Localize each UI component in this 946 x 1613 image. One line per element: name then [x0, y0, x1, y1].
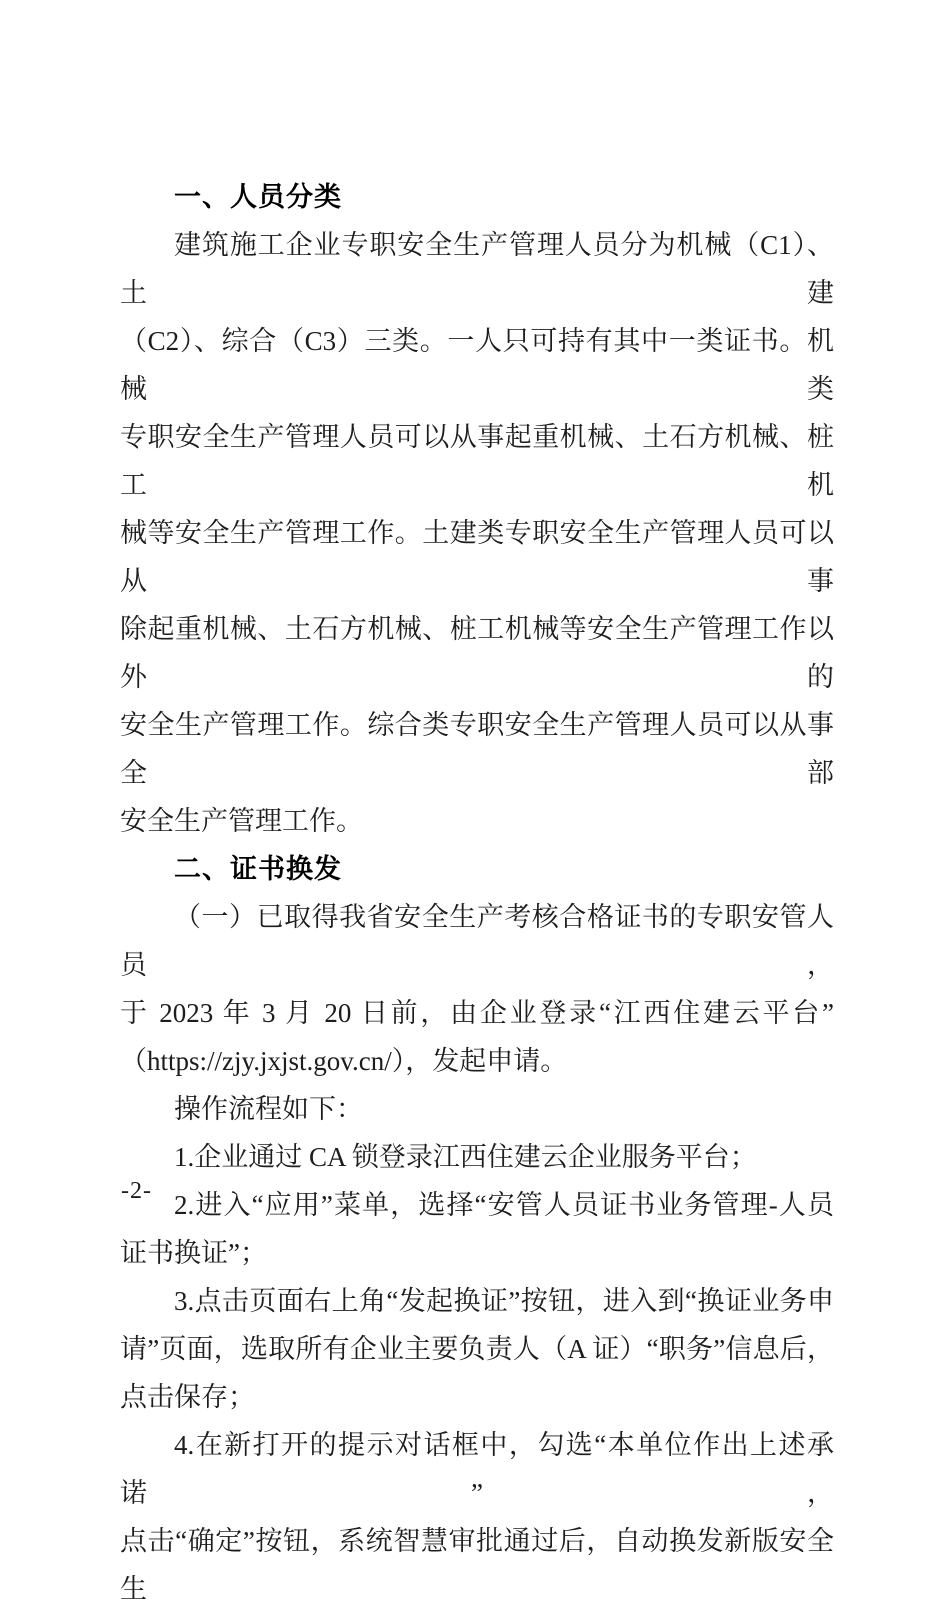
para1-line: 专职安全生产管理人员可以从事起重机械、土石方机械、桩工机 [120, 422, 834, 500]
step-3-line: 3.点击页面右上角“发起换证”按钮，进入到“换证业务申 [174, 1286, 834, 1316]
step-4-line: 点击“确定”按钮，系统智慧审批通过后，自动换发新版安全生 [120, 1526, 834, 1604]
procedure-intro-line: 操作流程如下： [174, 1094, 363, 1124]
para2-line-url: （https://zjy.jxjst.gov.cn/），发起申请。 [120, 1046, 568, 1076]
para1-line: （C2）、综合（C3）三类。一人只可持有其中一类证书。机械类 [120, 326, 834, 404]
step-3-line: 请”页面，选取所有企业主要负责人（A 证）“职务”信息后， [120, 1334, 834, 1364]
heading-personnel-classification: 一、人员分类 [174, 182, 342, 212]
para1-line: 械等安全生产管理工作。土建类专职安全生产管理人员可以从事 [120, 518, 834, 596]
step-2-line: 2.进入“应用”菜单，选择“安管人员证书业务管理-人员 [174, 1190, 834, 1220]
para1-line: 安全生产管理工作。综合类专职安全生产管理人员可以从事全部 [120, 710, 834, 788]
page-number: -2- [121, 1178, 152, 1204]
document-body [120, 173, 834, 1613]
para1-line: 除起重机械、土石方机械、桩工机械等安全生产管理工作以外的 [120, 614, 834, 692]
para1-line: 建筑施工企业专职安全生产管理人员分为机械（C1）、土建 [120, 230, 834, 308]
heading-certificate-renewal: 二、证书换发 [174, 854, 342, 884]
step-3-line: 点击保存； [120, 1382, 255, 1412]
step-4-line: 4.在新打开的提示对话框中，勾选“本单位作出上述承诺”， [120, 1430, 834, 1508]
step-2-line: 证书换证”； [120, 1238, 267, 1268]
step-1-line: 1.企业通过 CA 锁登录江西住建云企业服务平台； [174, 1142, 757, 1172]
para2-line: （一）已取得我省安全生产考核合格证书的专职安管人员， [120, 902, 834, 980]
para1-line: 安全生产管理工作。 [120, 806, 363, 836]
para2-line: 于 2023 年 3 月 20 日前，由企业登录“江西住建云平台” [120, 998, 834, 1028]
